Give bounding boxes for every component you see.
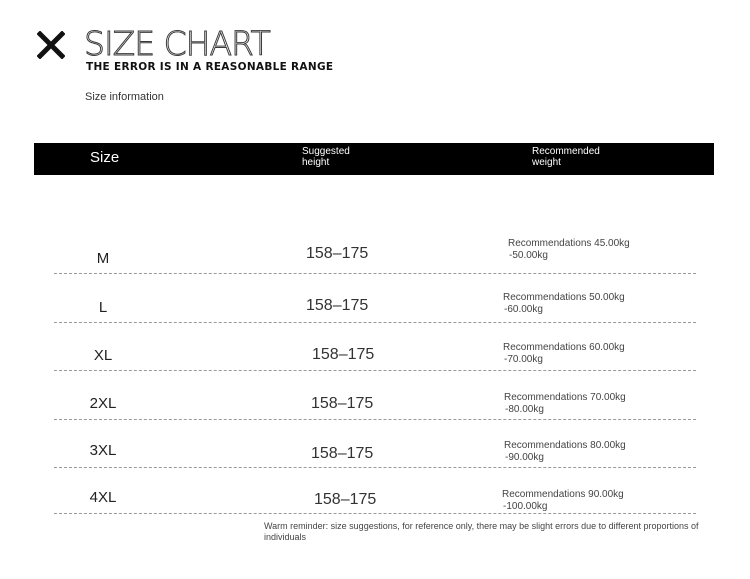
column-header-size: Size <box>90 149 120 166</box>
height-cell: 158–175 <box>312 346 375 363</box>
size-cell: 3XL <box>89 442 117 459</box>
size-cell: M <box>96 250 110 267</box>
table-row <box>54 227 696 274</box>
table-row <box>54 276 696 323</box>
weight-cell-line2: -80.00kg <box>505 404 544 415</box>
table-row <box>54 373 696 420</box>
height-cell: 158–175 <box>311 395 374 412</box>
weight-cell-line1: Recommendations 90.00kg <box>502 489 624 500</box>
size-cell: 4XL <box>89 489 117 506</box>
column-header-height-line2: height <box>302 157 330 168</box>
table-header <box>34 143 714 175</box>
weight-cell-line2: -90.00kg <box>505 452 544 463</box>
page-title: SIZE CHART <box>84 24 270 63</box>
weight-cell <box>503 292 673 316</box>
size-cell: L <box>98 299 108 316</box>
height-cell: 158–175 <box>306 245 369 262</box>
weight-cell-line1: Recommendations 60.00kg <box>503 342 625 353</box>
weight-cell-line1: Recommendations 80.00kg <box>504 440 626 451</box>
size-cell: XL <box>93 347 113 364</box>
column-header-height <box>302 146 422 168</box>
weight-cell-line2: -50.00kg <box>509 250 548 261</box>
height-cell: 158–175 <box>311 445 374 462</box>
weight-cell-line1: Recommendations 45.00kg <box>508 238 630 249</box>
column-header-weight <box>532 146 652 168</box>
weight-cell <box>504 440 674 464</box>
weight-cell-line1: Recommendations 70.00kg <box>504 392 626 403</box>
table-row <box>54 467 696 514</box>
page-subtitle: THE ERROR IS IN A REASONABLE RANGE <box>86 61 334 73</box>
column-header-weight-line2: weight <box>532 157 561 168</box>
warm-reminder-note: Warm reminder: size suggestions, for reference only, there may be slight errors due to different proportions of individuals <box>264 521 699 542</box>
weight-cell <box>508 238 678 262</box>
weight-cell <box>503 342 673 366</box>
size-cell: 2XL <box>89 395 117 412</box>
weight-cell-line2: -60.00kg <box>504 304 543 315</box>
weight-cell-line2: -70.00kg <box>504 354 543 365</box>
weight-cell-line1: Recommendations 50.00kg <box>503 292 625 303</box>
column-header-weight-line1: Recommended <box>532 146 600 157</box>
table-row <box>54 421 696 468</box>
weight-cell <box>504 392 674 416</box>
weight-cell-line2: -100.00kg <box>503 501 548 512</box>
height-cell: 158–175 <box>306 297 369 314</box>
height-cell: 158–175 <box>314 491 377 508</box>
table-row <box>54 324 696 371</box>
column-header-height-line1: Suggested <box>302 146 350 157</box>
x-mark-icon <box>37 31 65 59</box>
section-label: Size information <box>85 91 164 103</box>
weight-cell <box>502 489 672 513</box>
